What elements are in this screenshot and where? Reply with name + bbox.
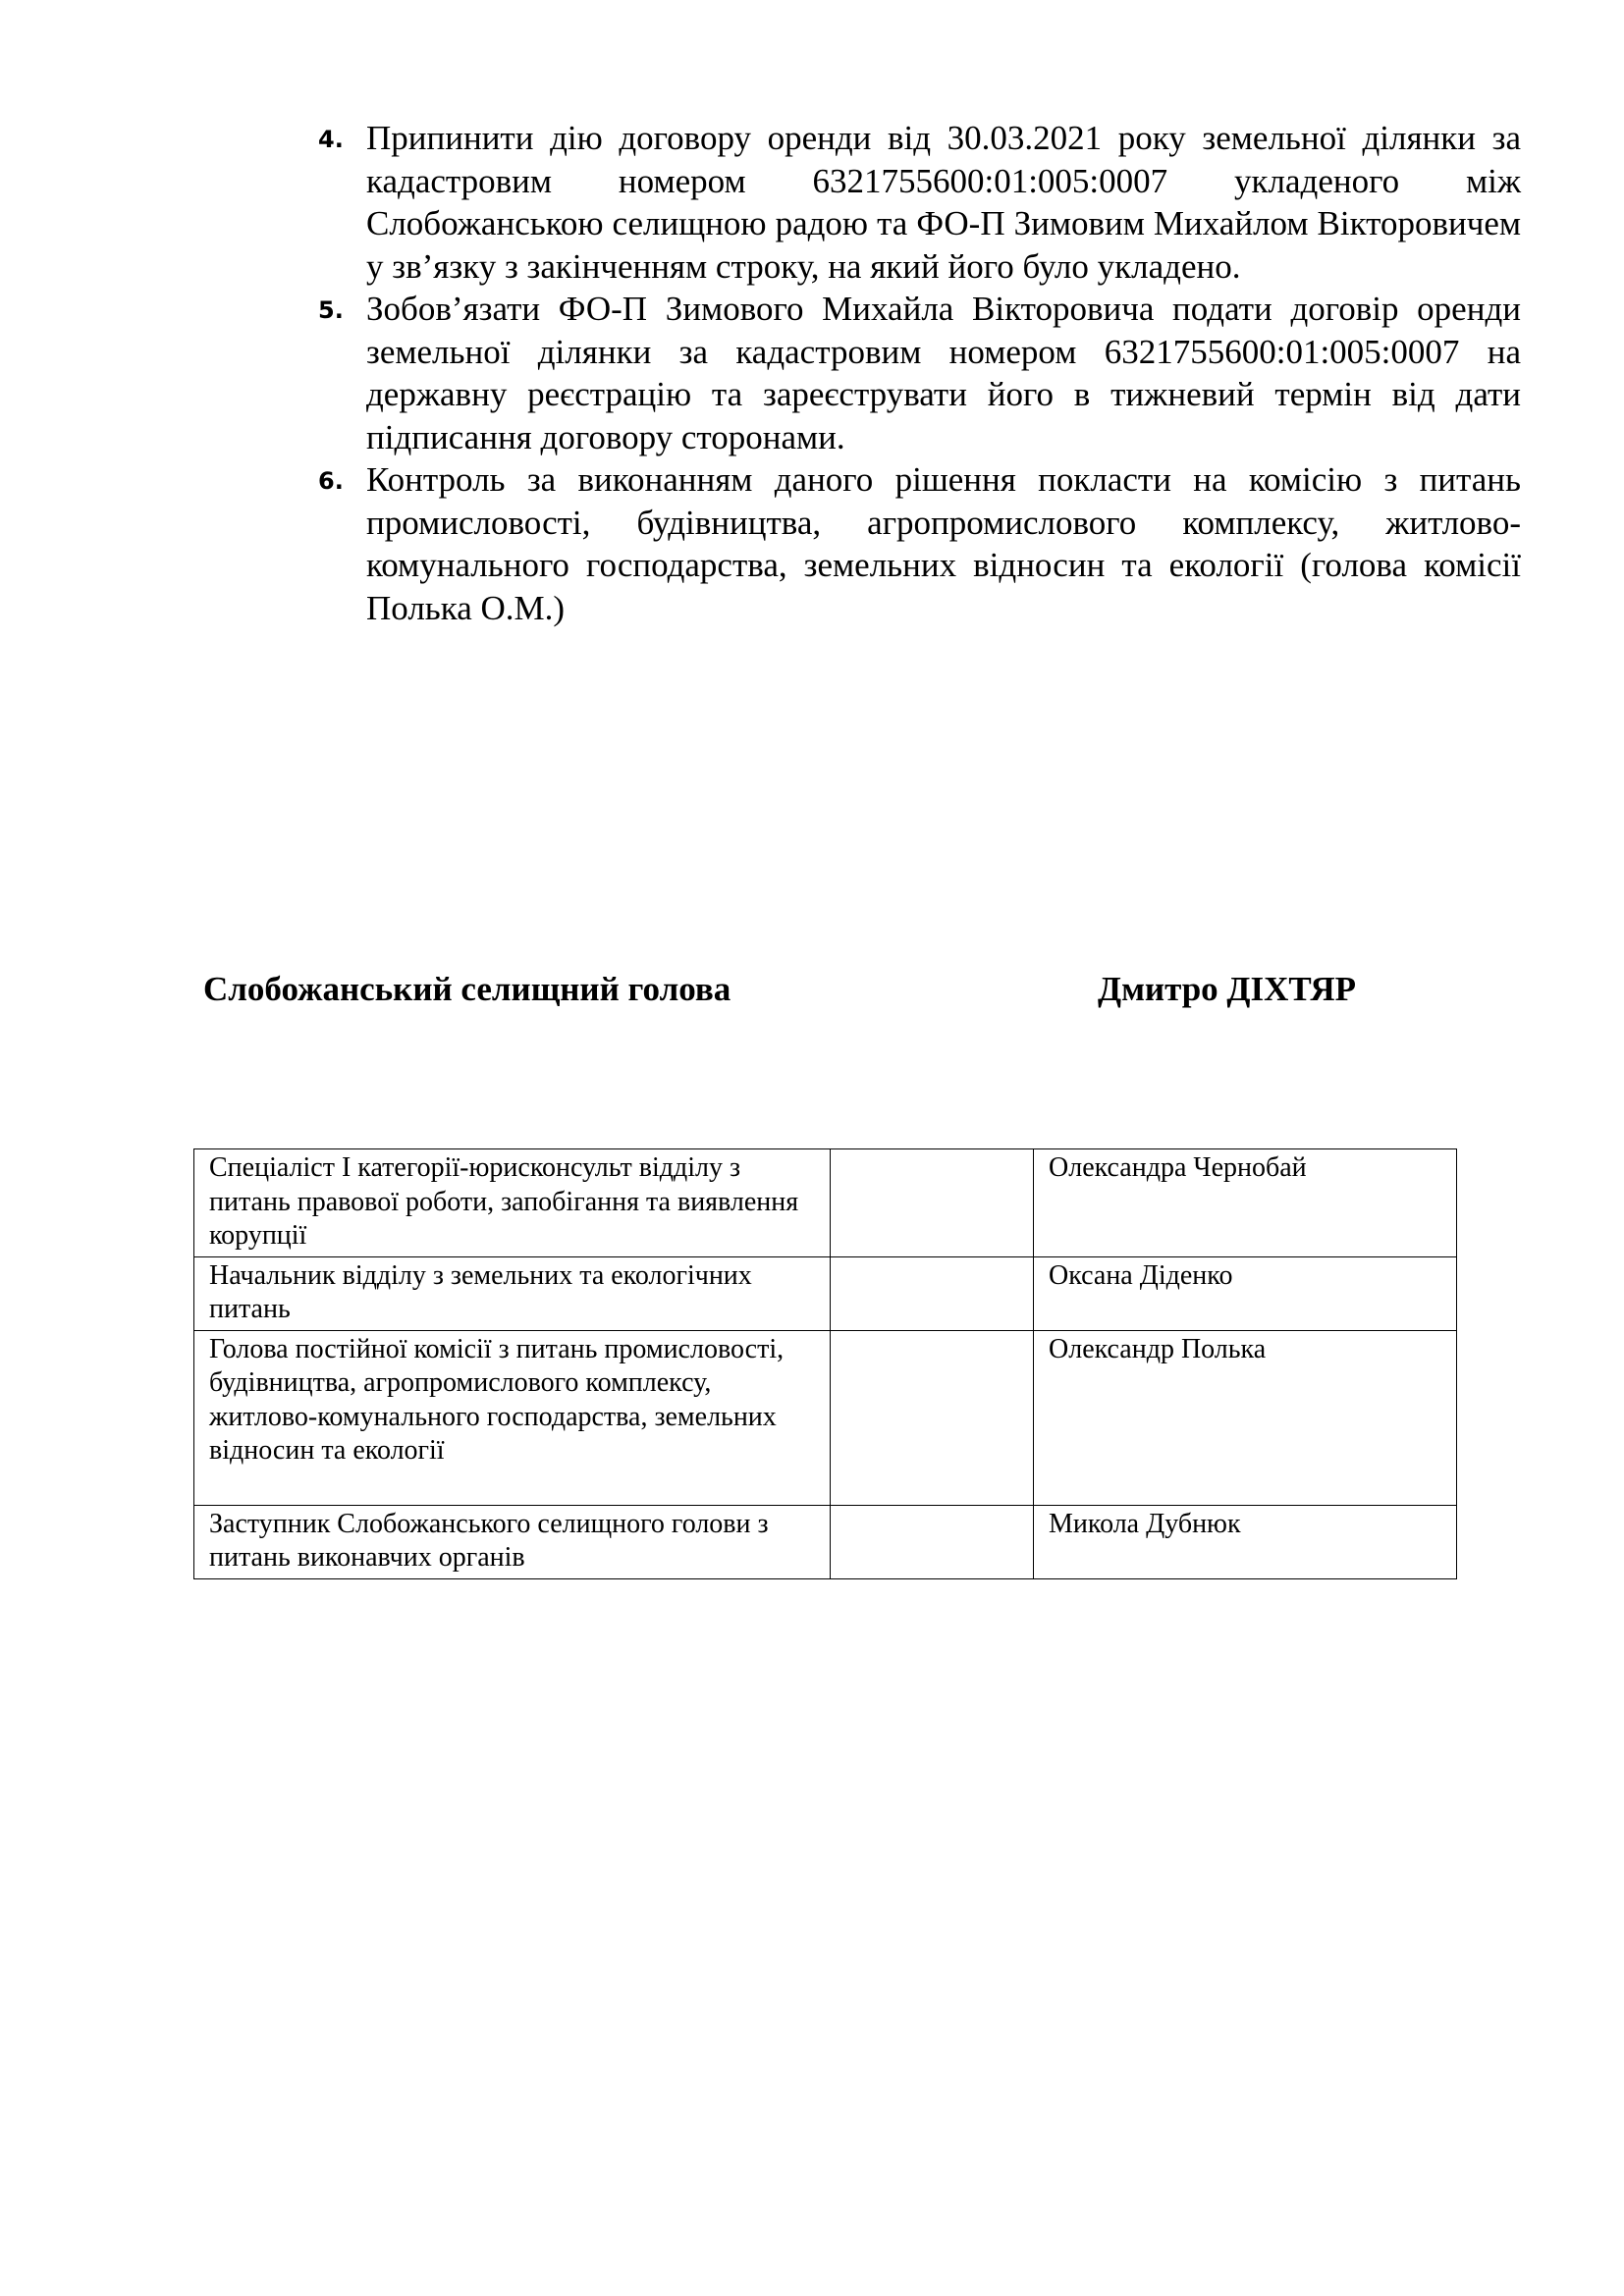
- clause-4: [318, 117, 1521, 288]
- clause-6: [318, 458, 1521, 629]
- clause-number: 6.: [318, 467, 344, 495]
- clause-text: Контроль за виконанням даного рішення покласти на комісію з питань промисловості, будівництва, агропромислового комплексу, житлово-комунального господарства, земельних відносин та екології (голова комісії Полька О.М.): [366, 460, 1521, 627]
- approver-name: Олександр Полька: [1034, 1330, 1457, 1505]
- table-row: [194, 1330, 1457, 1505]
- approver-position: Заступник Слобожанського селищного голови з питань виконавчих органів: [194, 1505, 831, 1578]
- signatory-position: Слобожанський селищний голова: [203, 970, 731, 1008]
- clause-number: 5.: [318, 296, 344, 324]
- approver-signature: [831, 1505, 1034, 1578]
- clause-text: Припинити дію договору оренди від 30.03.2021 року земельної ділянки за кадастровим номером 6321755600:01:005:0007 укладеного між Слобожанською селищною радою та ФО-П Зимовим Михайлом Вікторовичем у зв’язку з закінченням строку, на який його було укладено.: [366, 119, 1521, 286]
- approver-name: Олександра Чернобай: [1034, 1149, 1457, 1257]
- approver-position: Голова постійної комісії з питань промисловості, будівництва, агропромислового комплексу, житлово-комунального господарства, земельних відносин та екології: [194, 1330, 831, 1505]
- approver-signature: [831, 1149, 1034, 1257]
- clause-number: 4.: [318, 126, 344, 153]
- approver-position: Начальник відділу з земельних та екологічних питань: [194, 1256, 831, 1330]
- clause-text: Зобов’язати ФО-П Зимового Михайла Вікторовича подати договір оренди земельної ділянки за кадастровим номером 6321755600:01:005:0007 на державну реєстрацію та зареєструвати його в тижневий термін від дати підписання договору сторонами.: [366, 290, 1521, 456]
- table-row: [194, 1256, 1457, 1330]
- approver-position: Спеціаліст І категорії-юрисконсульт відділу з питань правової роботи, запобігання та виявлення корупції: [194, 1149, 831, 1257]
- table-row: [194, 1505, 1457, 1578]
- approver-name: Микола Дубнюк: [1034, 1505, 1457, 1578]
- decision-clauses: [318, 117, 1521, 629]
- clause-5: [318, 288, 1521, 458]
- approver-signature: [831, 1330, 1034, 1505]
- table-row: [194, 1149, 1457, 1257]
- approver-name: Оксана Діденко: [1034, 1256, 1457, 1330]
- signatory-name: Дмитро ДІХТЯР: [1098, 970, 1357, 1008]
- approver-signature: [831, 1256, 1034, 1330]
- approval-table: [193, 1148, 1457, 1579]
